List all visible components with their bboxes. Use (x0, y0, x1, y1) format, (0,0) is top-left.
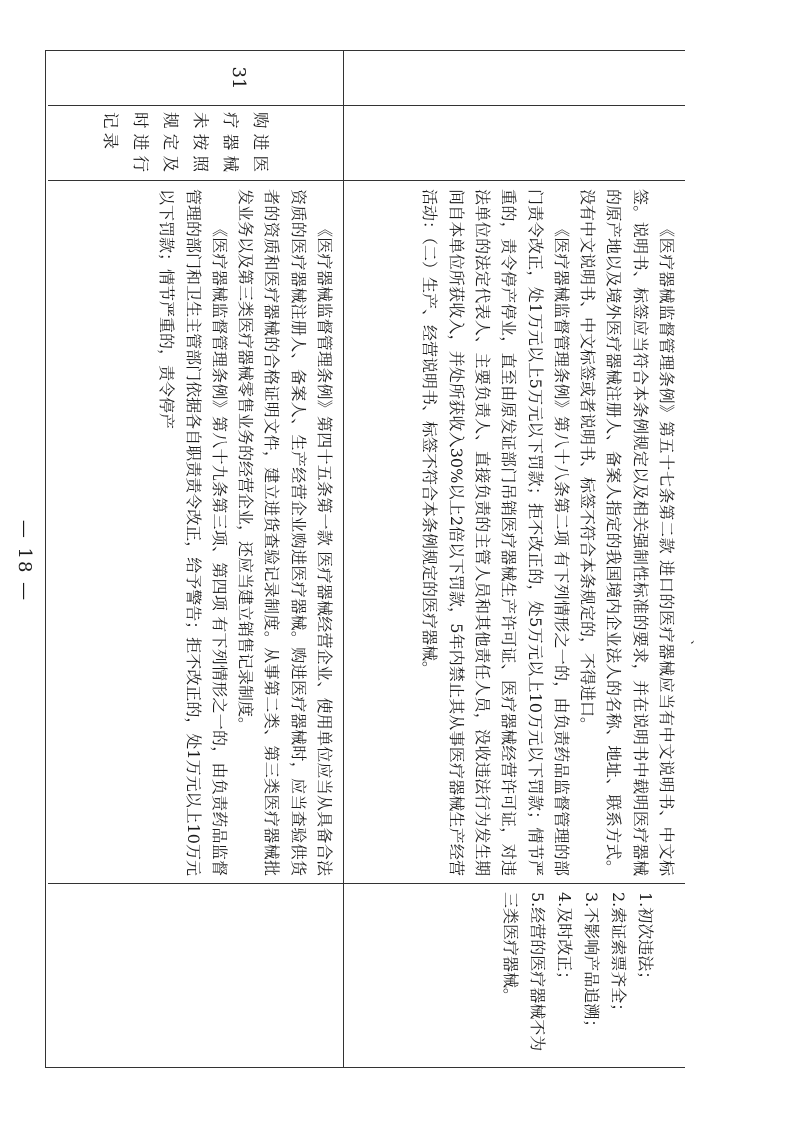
exemption-condition: 2.索证索票齐全； (609, 892, 628, 1020)
page-number: — 18 — (14, 519, 35, 603)
row-number-cell (48, 51, 343, 106)
exemption-condition: 1.初次违法； (636, 892, 655, 988)
stray-mark: 、 (689, 640, 703, 653)
exemption-conditions-cell (48, 884, 343, 1067)
legal-basis-cell (48, 181, 343, 884)
row-number-cell (344, 51, 685, 106)
table-row (48, 51, 344, 1067)
exemption-condition: 4.及时改正； (555, 892, 574, 988)
violation-item-cell (48, 106, 343, 181)
row-number: 31 (228, 66, 249, 90)
legal-basis-cell (344, 181, 685, 884)
penalty-table (45, 50, 685, 1068)
legal-basis-paragraph: 《医疗器械监督管理条例》第八十八条第二项 有下列情形之一的，由负责药品监督管理的部门责令改正，处1万元以上5万元以下罚款；拒不改正的，处5万元以上10万元以下罚款；情节严重的，责令停产停业，直至由原发证部门吊销医疗器械生产许可证、医疗器械经营许可证，对违法单位的法定代表人、主要负责人、直接负责的主管人员和其他责任人员，没收违法行为发生期间自本单位所获收入，并处所获收入30%以上2倍以下罚款，5年内禁止其从事医疗器械生产经营活动：（二）生产、经营说明书、标签不符合本条例规定的医疗器械。 (420, 189, 571, 876)
exemption-condition: 3.不影响产品追溯； (582, 892, 601, 1036)
legal-basis-paragraph: 《医疗器械监督管理条例》第四十五条第一款 医疗器械经营企业、使用单位应当从具备合法资质的医疗器械注册人、备案人、生产经营企业购进医疗器械。购进医疗器械时，应当查验供货者的资质和医疗器械的合格证明文件，建立进货查验记录制度。从事第二类、第三类医疗器械批发业务以及第三类医疗器械零售业务的经营企业，还应当建立销售记录制度。 (236, 189, 334, 876)
exemption-condition: 5.经营的医疗器械不为三类医疗器械。 (501, 892, 547, 1052)
legal-basis-paragraph: 《医疗器械监督管理条例》第五十七条第二款 进口的医疗器械应当有中文说明书、中文标签。说明书、标签应当符合本条例规定以及相关强制性标准的要求，并在说明书中载明医疗器械的原产地以及境外医疗器械注册人、备案人指定的我国境内企业法人的名称、地址、联系方式。没有中文说明书、中文标签或者说明书、标签不符合本条规定的，不得进口。 (578, 189, 676, 876)
exemption-conditions-cell (344, 884, 685, 1067)
table-row (344, 51, 685, 1067)
violation-item-cell (344, 106, 685, 181)
legal-basis-paragraph: 《医疗器械监督管理条例》第八十九条第三项、第四项 有下列情形之一的，由负责药品监督管理的部门和卫生主管部门依据各自职责责令改正，给予警告；拒不改正的，处1万元以上10万元以下罚款；情节严重的，责令停产 (157, 189, 229, 876)
violation-item: 购进医疗器械未按照规定及时进行记录 (101, 112, 270, 176)
